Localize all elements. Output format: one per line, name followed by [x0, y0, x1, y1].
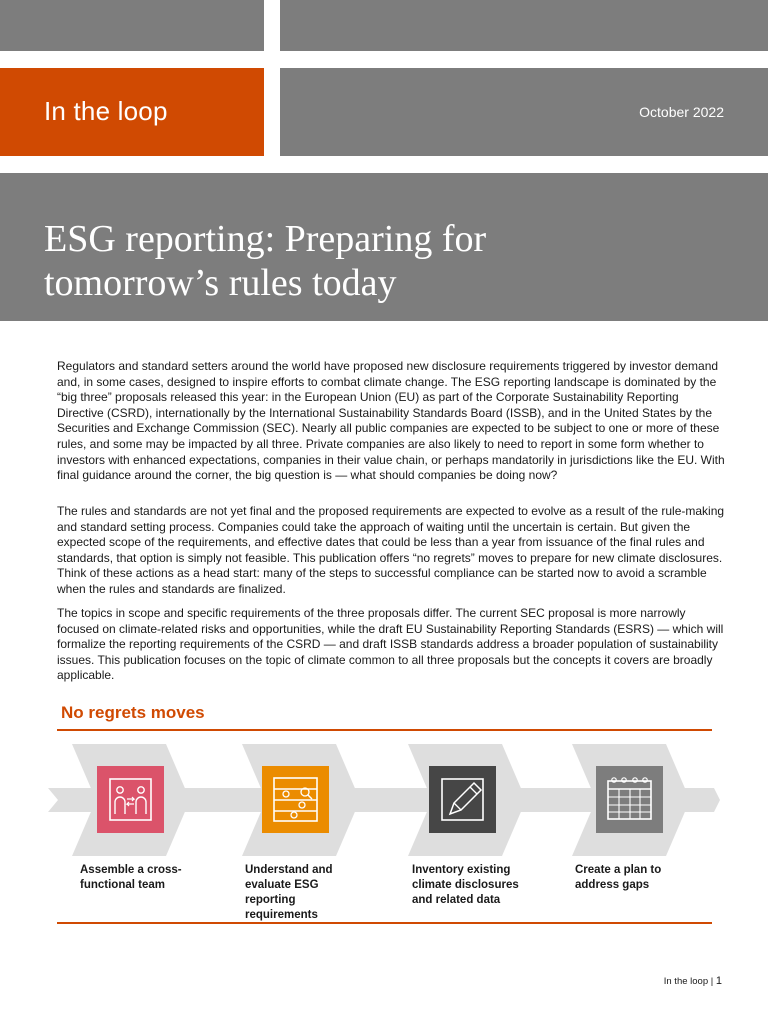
series-title-box	[0, 68, 264, 156]
step-3-label	[412, 863, 519, 908]
step-4-label	[575, 863, 661, 893]
calendar-icon	[596, 766, 663, 833]
step-4-label-line: address gaps	[575, 879, 650, 891]
step-3-label-line: and related data	[412, 894, 501, 906]
step-2-label-line: Understand and	[245, 864, 333, 876]
step-1-label	[80, 863, 182, 893]
page-number: 1	[715, 975, 722, 987]
page-title-line-1: ESG reporting: Preparing for	[44, 218, 487, 260]
page-footer	[664, 975, 722, 987]
body-paragraph-1: Regulators and standard setters around the world have proposed new disclosure requirements triggered by investor demand and, in some cases, designed to inspire efforts to combat climate change. The ESG reporting landscape is dominated by the “big three” proposals released this year: in the European Union (EU) as part of the Corporate Sustainability Reporting Directive (CSRD), internationally by the International Sustainability Standards Board (ISSB), and in the United States by the Securities and Exchange Commission (SEC). Nearly all public companies are expected to be subject to one or more of these rules, and some may be impacted by all three. Private companies are also likely to need to report in some form whether to investors with enhanced expectations, companies in their value chain, or perhaps mandatorily in jurisdictions like the EU. With final guidance around the corner, the big question is — what should companies be doing now?	[57, 359, 725, 483]
step-1-label-line: Assemble a cross-	[80, 864, 182, 876]
step-3-label-line: Inventory existing	[412, 864, 511, 876]
issue-date: October 2022	[639, 104, 724, 120]
step-1-label-line: functional team	[80, 879, 165, 891]
moves-heading: No regrets moves	[61, 703, 205, 722]
header-band	[0, 68, 768, 156]
step-2-label-line: evaluate ESG	[245, 879, 319, 891]
checklist-icon	[262, 766, 329, 833]
body-paragraph-2: The rules and standards are not yet final and the proposed requirements are expected to evolve as a result of the rule-making and standard setting process. Companies could take the approach of waiting until the uncertain is certain. But given the expected scope of the requirements, and effective dates that could be less than a year from issuance of the final rules and standards, that option is simply not feasible. This publication offers “no regrets” moves to prepare for new climate disclosures. Think of these actions as a head start: many of the steps to successful compliance can be started now to avoid a scramble when the rules and standards are finalized.	[57, 504, 725, 596]
page-title-line-2: tomorrow’s rules today	[44, 262, 397, 304]
header-top-bar-right	[280, 0, 768, 51]
step-3-label-line: climate disclosures	[412, 879, 519, 891]
pencil-icon	[429, 766, 496, 833]
page-title	[44, 217, 486, 305]
team-icon	[97, 766, 164, 833]
footer-label: In the loop |	[663, 976, 716, 987]
step-2-label	[245, 863, 333, 923]
series-title: In the loop	[44, 96, 168, 126]
moves-rule-bottom	[57, 922, 712, 924]
step-2-label-line: reporting	[245, 894, 296, 906]
header-top-bar-left	[0, 0, 264, 51]
body-paragraph-3: The topics in scope and specific requirements of the three proposals differ. The current SEC proposal is more narrowly focused on climate-related risks and opportunities, while the draft EU Sustainability Reporting Standards (ESRS) — which will formalize the reporting requirements of the CSRD — and draft ISSB standards address a broader population of sustainability issues. This publication focuses on the topic of climate common to all three proposals but the concepts it covers are broadly applicable.	[57, 606, 724, 683]
issue-date-box	[280, 68, 768, 156]
step-2-label-line: requirements	[245, 909, 318, 921]
step-4-label-line: Create a plan to	[575, 864, 662, 876]
moves-rule-top	[57, 729, 712, 731]
moves-process-graphic	[48, 744, 720, 856]
hero-banner	[0, 173, 768, 321]
